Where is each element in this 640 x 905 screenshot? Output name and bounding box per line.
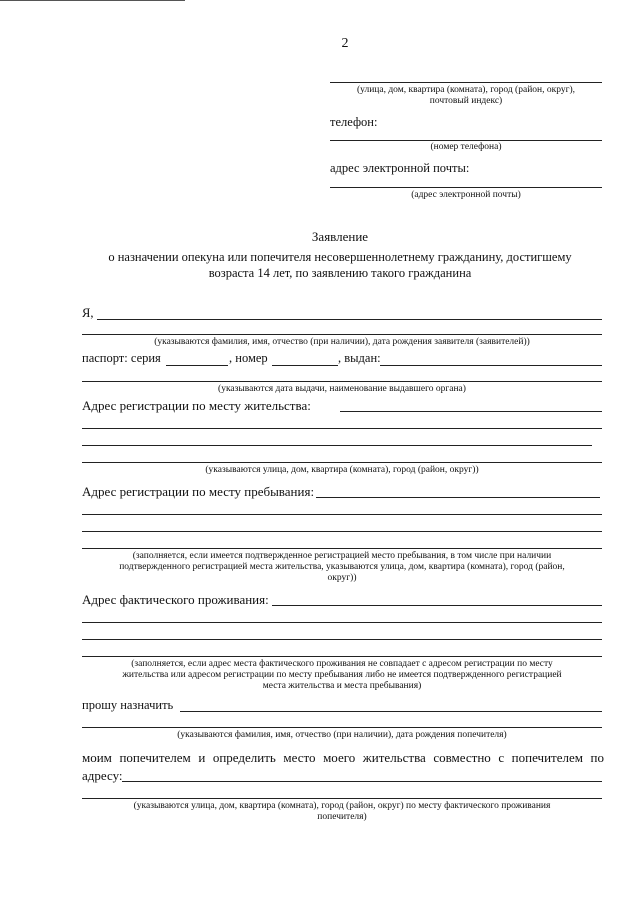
applicant-name-field[interactable]: [97, 319, 602, 320]
reg-residence-caption: (указываются улица, дом, квартира (комната), город (район, округ)): [205, 465, 479, 475]
address-field[interactable]: [330, 82, 602, 83]
reg-stay-field-3[interactable]: [82, 531, 602, 532]
reg-residence-field-2[interactable]: [82, 428, 602, 429]
reg-stay-caption: (заполняется, если имеется подтвержденное регистрацией место пребывания, в том числе при наличии подтвержденного регистрацией места жительства, указываются улица, дом, квартира (комната), город (район, округ)): [119, 551, 565, 583]
passport-series-label: паспорт: серия: [82, 351, 161, 365]
applicant-name-caption: (указываются фамилия, имя, отчество (при наличии), дата рождения заявителя (заявителей)): [154, 337, 530, 347]
top-edge-line: [0, 0, 185, 1]
guardian-address-caption: (указываются улица, дом, квартира (комната), город (район, округ) по месту фактического проживания попечителя): [133, 801, 551, 822]
page-number: 2: [341, 36, 349, 51]
passport-number-field[interactable]: [272, 365, 338, 366]
reg-stay-field-2[interactable]: [82, 514, 602, 515]
actual-residence-field-4[interactable]: [82, 656, 602, 657]
passport-issued-label: , выдан:: [338, 351, 381, 365]
reg-residence-field[interactable]: [340, 411, 602, 412]
applicant-name-field-2[interactable]: [82, 334, 602, 335]
actual-residence-field[interactable]: [272, 605, 602, 606]
reg-stay-field[interactable]: [316, 497, 600, 498]
email-caption: (адрес электронной почты): [411, 190, 521, 200]
reg-residence-field-3[interactable]: [82, 445, 592, 446]
passport-issued-field-2[interactable]: [82, 381, 602, 382]
reg-stay-label: Адрес регистрации по месту пребывания:: [82, 484, 315, 499]
phone-label: телефон:: [330, 115, 378, 129]
residence-sentence: моим попечителем и определить место моего жительства совместно с попечителем по: [82, 750, 604, 765]
email-label: адрес электронной почты:: [330, 161, 470, 175]
address-label: адресу:: [82, 768, 123, 783]
i-label: Я,: [82, 306, 94, 320]
phone-field[interactable]: [330, 140, 602, 141]
guardian-name-field-2[interactable]: [82, 727, 602, 728]
reg-stay-field-4[interactable]: [82, 548, 602, 549]
guardian-name-field[interactable]: [180, 711, 602, 712]
document-heading: Заявление: [311, 229, 369, 244]
address-caption: (улица, дом, квартира (комната), город (район, округ), почтовый индекс): [356, 85, 576, 106]
passport-issued-field[interactable]: [380, 365, 602, 366]
appoint-label: прошу назначить: [82, 698, 174, 712]
guardian-caption: (указываются фамилия, имя, отчество (при наличии), дата рождения попечителя): [177, 730, 507, 740]
actual-residence-caption: (заполняется, если адрес места фактического проживания не совпадает с адресом регистрации по месту жительства или адресом регистрации по месту пребывания либо не имеется подтвержденного регистрацией места жительства и места пребывания): [122, 659, 562, 691]
guardian-address-field[interactable]: [122, 781, 602, 782]
actual-residence-field-3[interactable]: [82, 639, 602, 640]
guardian-address-field-2[interactable]: [82, 798, 602, 799]
document-subtitle: о назначении опекуна или попечителя несовершеннолетнему гражданину, достигшему возраста 14 лет, по заявлению такого гражданина: [108, 250, 572, 280]
actual-residence-field-2[interactable]: [82, 622, 602, 623]
passport-number-label: , номер: [229, 351, 268, 365]
passport-caption: (указываются дата выдачи, наименование выдавшего органа): [218, 384, 466, 394]
reg-residence-field-4[interactable]: [82, 462, 602, 463]
passport-series-field[interactable]: [166, 365, 228, 366]
reg-residence-label: Адрес регистрации по месту жительства:: [82, 398, 311, 413]
email-field[interactable]: [330, 187, 602, 188]
actual-residence-label: Адрес фактического проживания:: [82, 592, 269, 607]
phone-caption: (номер телефона): [430, 142, 502, 152]
